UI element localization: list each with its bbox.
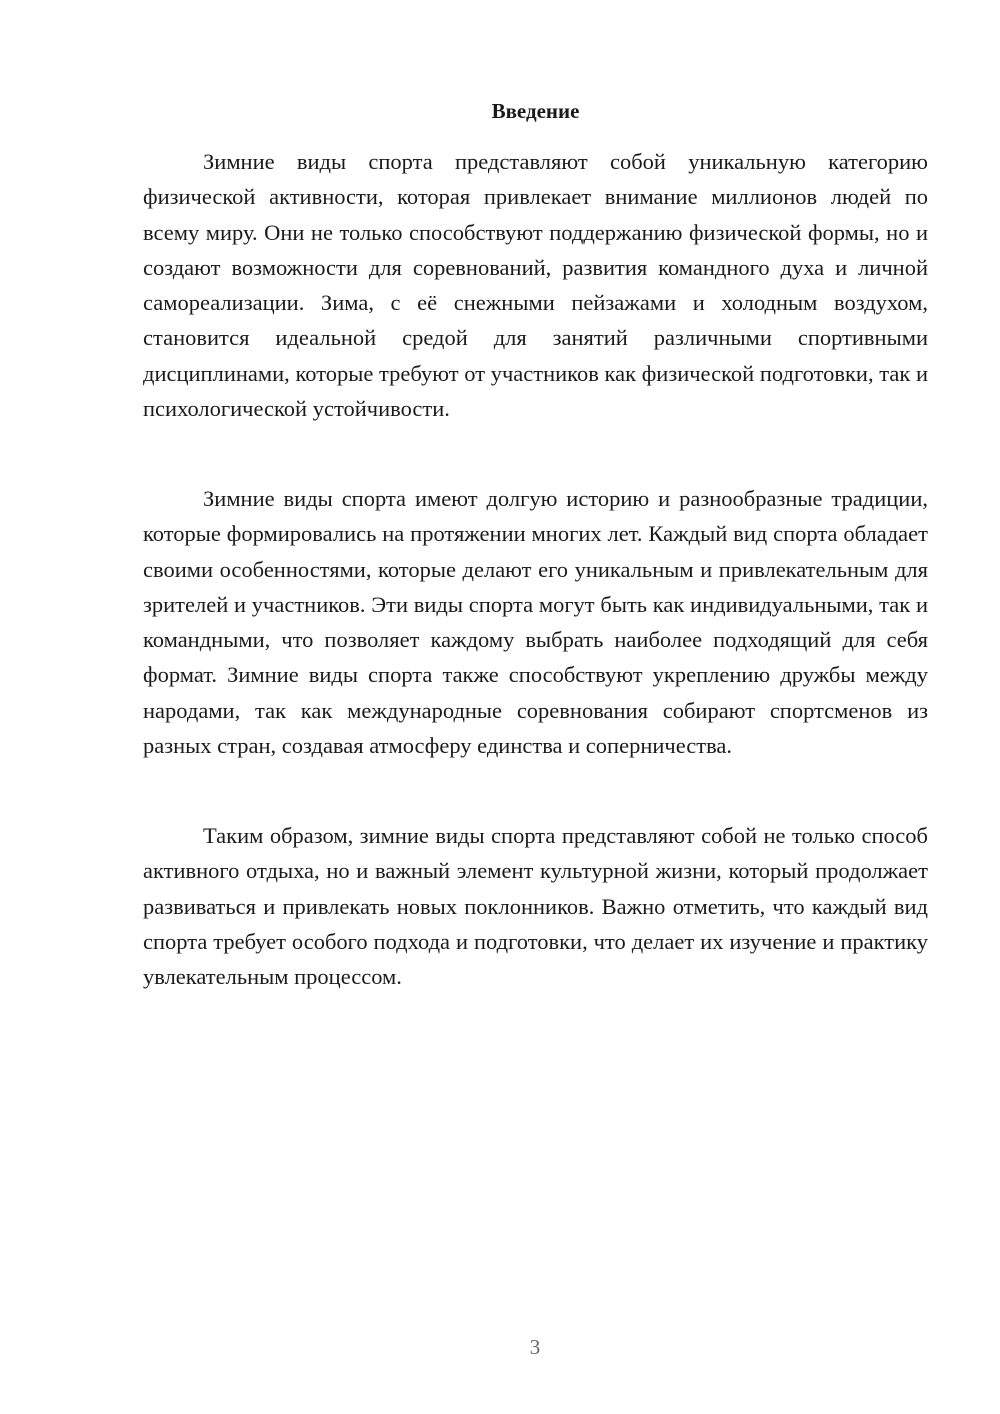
paragraph-text: Зимние виды спорта представляют собой уникальную категорию физической активности, которая привлекает внимание миллионов людей по всему миру. Они не только способствуют поддержанию физической формы, но и создают возможности для соревнований, развития командного духа и личной самореализации. Зима, с её снежными пейзажами и холодным воздухом, становится идеальной средой для занятий различными спортивными дисциплинами, которые требуют от участников как физической подготовки, так и психологической устойчивости. (143, 149, 928, 422)
paragraph-1 (143, 144, 928, 426)
paragraph-text: Таким образом, зимние виды спорта представляют собой не только способ активного отдыха, но и важный элемент культурной жизни, который продолжает развиваться и привлекать новых поклонников. Важно отметить, что каждый вид спорта требует особого подхода и подготовки, что делает их изучение и практику увлекательным процессом. (143, 823, 928, 990)
paragraph-2 (143, 481, 928, 763)
paragraph-3 (143, 818, 928, 994)
page-title: Введение (491, 99, 580, 123)
page-number: 3 (529, 1335, 541, 1359)
paragraph-text: Зимние виды спорта имеют долгую историю и разнообразные традиции, которые формировались на протяжении многих лет. Каждый вид спорта обладает своими особенностями, которые делают его уникальным и привлекательным для зрителей и участников. Эти виды спорта могут быть как индивидуальными, так и командными, что позволяет каждому выбрать наиболее подходящий для себя формат. Зимние виды спорта также способствуют укреплению дружбы между народами, так как международные соревнования собирают спортсменов из разных стран, создавая атмосферу единства и соперничества. (143, 486, 928, 759)
